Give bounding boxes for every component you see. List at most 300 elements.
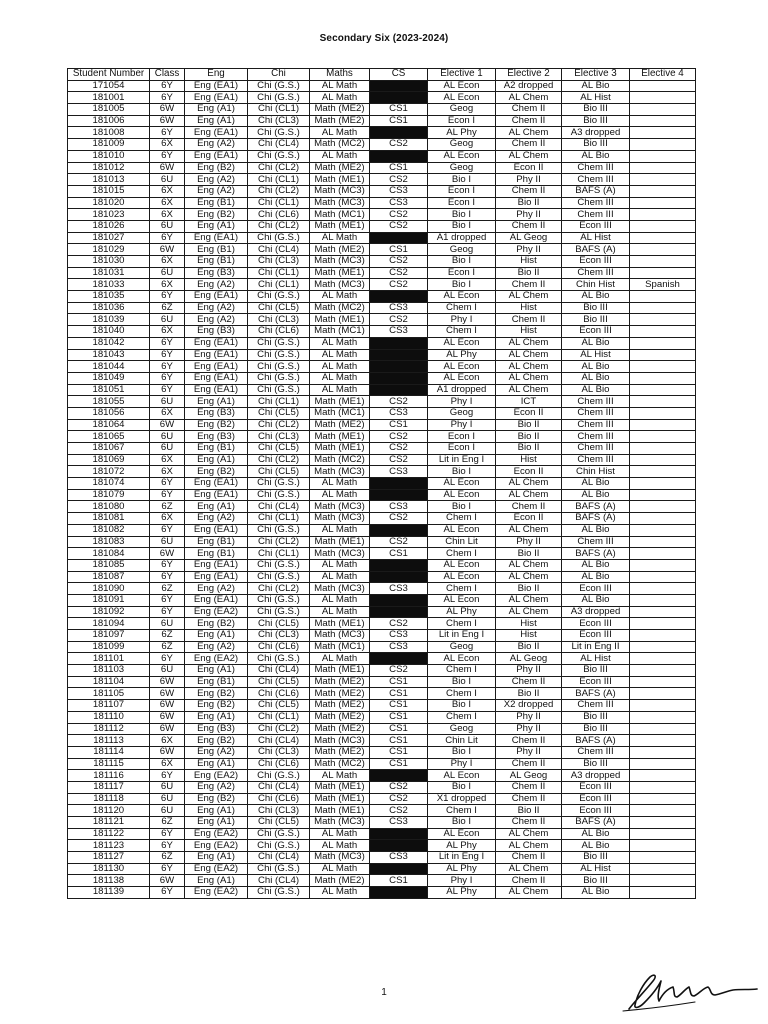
table-cell: Geog	[428, 244, 496, 256]
table-row	[68, 139, 696, 151]
table-cell: CS2	[370, 454, 428, 466]
table-cell: 6W	[150, 711, 185, 723]
table-cell	[630, 781, 696, 793]
table-cell: Chem III	[562, 419, 630, 431]
table-cell: 6U	[150, 220, 185, 232]
table-cell: Bio I	[428, 700, 496, 712]
table-cell: AL Chem	[496, 478, 562, 490]
table-cell: Eng (B3)	[185, 407, 248, 419]
table-cell: Phy II	[496, 665, 562, 677]
table-cell: AL Econ	[428, 489, 496, 501]
table-cell: Econ I	[428, 267, 496, 279]
table-cell: Bio II	[496, 267, 562, 279]
table-cell: Bio III	[562, 139, 630, 151]
table-cell: Chi (CL6)	[248, 641, 310, 653]
table-row	[68, 478, 696, 490]
table-cell: 181094	[68, 618, 150, 630]
table-cell: Phy II	[496, 711, 562, 723]
table-cell	[630, 185, 696, 197]
table-cell: 181005	[68, 104, 150, 116]
table-row	[68, 840, 696, 852]
table-cell: Eng (A1)	[185, 817, 248, 829]
table-cell: Lit in Eng I	[428, 630, 496, 642]
table-cell: 181122	[68, 828, 150, 840]
table-cell: Chi (G.S.)	[248, 887, 310, 899]
table-cell: Eng (EA2)	[185, 770, 248, 782]
table-cell: Chem I	[428, 805, 496, 817]
table-cell: AL Chem	[496, 840, 562, 852]
table-cell: Hist	[496, 630, 562, 642]
table-cell: Phy I	[428, 758, 496, 770]
table-cell: 181036	[68, 302, 150, 314]
table-cell: Eng (A2)	[185, 746, 248, 758]
table-cell: 181116	[68, 770, 150, 782]
table-row	[68, 770, 696, 782]
table-cell: Chi (CL3)	[248, 746, 310, 758]
table-cell: Chi (CL1)	[248, 267, 310, 279]
table-cell: Bio I	[428, 256, 496, 268]
table-cell: Chi (G.S.)	[248, 349, 310, 361]
table-cell: 181035	[68, 291, 150, 303]
table-cell: Phy II	[496, 244, 562, 256]
table-cell: CS3	[370, 583, 428, 595]
table-cell: AL Math	[310, 489, 370, 501]
table-cell	[630, 478, 696, 490]
table-cell: AL Math	[310, 80, 370, 92]
table-cell: Chem III	[562, 209, 630, 221]
table-cell: Bio I	[428, 220, 496, 232]
redacted-cell	[370, 291, 428, 303]
table-cell	[630, 80, 696, 92]
table-cell: 6W	[150, 419, 185, 431]
table-cell: Math (MC3)	[310, 548, 370, 560]
table-row	[68, 267, 696, 279]
table-cell: Bio III	[562, 665, 630, 677]
table-cell: AL Econ	[428, 291, 496, 303]
table-cell: Econ III	[562, 256, 630, 268]
table-cell: 181064	[68, 419, 150, 431]
table-cell: Bio II	[496, 197, 562, 209]
table-cell: Bio II	[496, 805, 562, 817]
table-cell: AL Econ	[428, 828, 496, 840]
table-cell: A3 dropped	[562, 127, 630, 139]
table-cell	[630, 174, 696, 186]
table-cell: CS1	[370, 746, 428, 758]
table-cell: Bio II	[496, 443, 562, 455]
redacted-cell	[370, 524, 428, 536]
table-cell: Chi (CL3)	[248, 314, 310, 326]
table-cell: 6W	[150, 746, 185, 758]
table-cell: AL Bio	[562, 361, 630, 373]
table-cell: Econ III	[562, 630, 630, 642]
table-row	[68, 419, 696, 431]
table-cell: 6W	[150, 244, 185, 256]
table-cell: AL Math	[310, 150, 370, 162]
table-cell: Geog	[428, 139, 496, 151]
table-cell: Chi (CL4)	[248, 852, 310, 864]
table-cell: CS3	[370, 817, 428, 829]
table-cell: CS2	[370, 536, 428, 548]
table-cell: Chem III	[562, 746, 630, 758]
table-cell: CS2	[370, 793, 428, 805]
table-cell: AL Bio	[562, 828, 630, 840]
table-cell: Eng (EA1)	[185, 559, 248, 571]
table-cell: Math (MC1)	[310, 326, 370, 338]
table-cell: Math (MC2)	[310, 139, 370, 151]
table-cell: AL Math	[310, 887, 370, 899]
table-cell: Chi (CL1)	[248, 104, 310, 116]
table-cell: Eng (B1)	[185, 536, 248, 548]
table-cell: 6X	[150, 185, 185, 197]
table-cell: Bio III	[562, 302, 630, 314]
table-cell: Bio II	[496, 641, 562, 653]
table-cell: AL Chem	[496, 559, 562, 571]
table-cell: Geog	[428, 641, 496, 653]
table-cell: Eng (EA1)	[185, 524, 248, 536]
table-cell: Eng (B2)	[185, 618, 248, 630]
table-cell: 181040	[68, 326, 150, 338]
table-cell	[630, 723, 696, 735]
table-cell: 6Z	[150, 501, 185, 513]
table-cell	[630, 127, 696, 139]
table-cell: 181104	[68, 676, 150, 688]
redacted-cell	[370, 80, 428, 92]
table-cell: Math (MC3)	[310, 852, 370, 864]
table-cell: Chem I	[428, 548, 496, 560]
table-cell: Math (ME1)	[310, 314, 370, 326]
table-cell: Bio III	[562, 104, 630, 116]
table-cell: Chi (G.S.)	[248, 232, 310, 244]
table-cell: Math (ME2)	[310, 419, 370, 431]
table-cell: Lit in Eng II	[562, 641, 630, 653]
table-row	[68, 209, 696, 221]
table-cell: Eng (EA1)	[185, 571, 248, 583]
table-cell: Bio III	[562, 723, 630, 735]
table-cell: Eng (B2)	[185, 466, 248, 478]
table-cell: CS1	[370, 700, 428, 712]
table-cell: AL Chem	[496, 361, 562, 373]
table-cell: 6Y	[150, 92, 185, 104]
redacted-cell	[370, 840, 428, 852]
table-cell: Chi (CL2)	[248, 536, 310, 548]
table-cell: Math (MC1)	[310, 407, 370, 419]
table-cell: 181043	[68, 349, 150, 361]
table-cell: Chi (CL5)	[248, 407, 310, 419]
table-cell: Chi (CL5)	[248, 466, 310, 478]
table-cell: CS1	[370, 711, 428, 723]
table-cell: Phy II	[496, 746, 562, 758]
table-cell: 181010	[68, 150, 150, 162]
table-cell: CS2	[370, 781, 428, 793]
table-cell: 6Y	[150, 150, 185, 162]
table-row	[68, 92, 696, 104]
table-cell: CS2	[370, 256, 428, 268]
table-cell: AL Math	[310, 828, 370, 840]
table-row	[68, 197, 696, 209]
table-cell: Chem II	[496, 279, 562, 291]
table-row	[68, 571, 696, 583]
table-cell	[630, 384, 696, 396]
table-cell: Chi (CL4)	[248, 501, 310, 513]
table-cell: Econ I	[428, 443, 496, 455]
table-row	[68, 793, 696, 805]
table-cell: Math (MC3)	[310, 735, 370, 747]
table-cell: Chem III	[562, 162, 630, 174]
table-cell: BAFS (A)	[562, 501, 630, 513]
table-cell: Eng (A1)	[185, 220, 248, 232]
table-cell: Math (MC3)	[310, 583, 370, 595]
table-cell: 6X	[150, 735, 185, 747]
table-cell	[630, 349, 696, 361]
table-cell: AL Chem	[496, 524, 562, 536]
table-row	[68, 407, 696, 419]
table-cell: AL Chem	[496, 606, 562, 618]
table-cell: Chi (G.S.)	[248, 291, 310, 303]
table-cell: 6W	[150, 162, 185, 174]
table-cell: Chem II	[496, 139, 562, 151]
table-cell: Phy II	[496, 209, 562, 221]
table-row	[68, 174, 696, 186]
table-cell: Bio I	[428, 746, 496, 758]
table-cell	[630, 197, 696, 209]
table-cell: AL Phy	[428, 127, 496, 139]
table-body	[68, 80, 696, 898]
table-cell: 6Z	[150, 817, 185, 829]
table-cell: AL Math	[310, 478, 370, 490]
table-cell: Eng (A1)	[185, 115, 248, 127]
table-cell: Math (ME1)	[310, 220, 370, 232]
table-row	[68, 524, 696, 536]
table-cell: CS1	[370, 104, 428, 116]
table-cell	[630, 150, 696, 162]
table-cell: Bio III	[562, 711, 630, 723]
table-header	[68, 69, 696, 81]
table-row	[68, 618, 696, 630]
table-cell: 181065	[68, 431, 150, 443]
table-cell: Math (ME1)	[310, 805, 370, 817]
table-row	[68, 314, 696, 326]
table-cell: Eng (A1)	[185, 501, 248, 513]
table-cell: A3 dropped	[562, 606, 630, 618]
table-cell: Phy I	[428, 396, 496, 408]
table-cell: Chem III	[562, 396, 630, 408]
table-cell: Math (MC3)	[310, 279, 370, 291]
table-cell: Eng (B2)	[185, 735, 248, 747]
table-cell: 6Y	[150, 361, 185, 373]
table-cell: CS1	[370, 723, 428, 735]
table-cell: Math (MC3)	[310, 466, 370, 478]
table-cell: Eng (EA1)	[185, 384, 248, 396]
table-cell: Chi (CL1)	[248, 548, 310, 560]
table-row	[68, 583, 696, 595]
table-cell: 6U	[150, 805, 185, 817]
table-cell: AL Math	[310, 653, 370, 665]
table-cell: Chi (G.S.)	[248, 524, 310, 536]
table-cell: 181042	[68, 337, 150, 349]
table-cell: CS2	[370, 396, 428, 408]
table-cell: BAFS (A)	[562, 735, 630, 747]
table-cell: Chi (CL5)	[248, 302, 310, 314]
table-cell: Econ III	[562, 220, 630, 232]
table-cell: Chi (CL1)	[248, 711, 310, 723]
table-cell	[630, 104, 696, 116]
table-row	[68, 852, 696, 864]
table-cell: AL Phy	[428, 606, 496, 618]
redacted-cell	[370, 828, 428, 840]
table-cell: Chem I	[428, 326, 496, 338]
table-cell: Chem II	[496, 185, 562, 197]
table-cell: 6U	[150, 267, 185, 279]
table-cell	[630, 676, 696, 688]
table-cell: AL Econ	[428, 372, 496, 384]
table-cell: Math (ME1)	[310, 781, 370, 793]
table-cell: Hist	[496, 326, 562, 338]
table-cell: AL Hist	[562, 92, 630, 104]
table-cell: AL Math	[310, 127, 370, 139]
page-number: 1	[381, 987, 387, 998]
table-cell: AL Econ	[428, 524, 496, 536]
table-cell: Eng (B2)	[185, 688, 248, 700]
table-cell: AL Bio	[562, 372, 630, 384]
table-cell: AL Chem	[496, 489, 562, 501]
table-cell: Eng (B2)	[185, 162, 248, 174]
table-cell: CS1	[370, 548, 428, 560]
table-cell	[630, 630, 696, 642]
table-cell	[630, 244, 696, 256]
table-cell: Chi (G.S.)	[248, 559, 310, 571]
table-cell: 6Y	[150, 594, 185, 606]
table-row	[68, 887, 696, 899]
table-cell: Bio I	[428, 279, 496, 291]
table-cell	[630, 291, 696, 303]
table-cell: Chi (CL2)	[248, 162, 310, 174]
table-cell: 181001	[68, 92, 150, 104]
table-cell: 6Y	[150, 559, 185, 571]
table-cell: Chi (G.S.)	[248, 594, 310, 606]
table-cell	[630, 209, 696, 221]
table-cell: 181123	[68, 840, 150, 852]
table-cell: 181084	[68, 548, 150, 560]
table-cell: Eng (EA2)	[185, 840, 248, 852]
table-cell: Math (ME1)	[310, 267, 370, 279]
table-cell: AL Econ	[428, 559, 496, 571]
table-cell: 6Z	[150, 852, 185, 864]
table-cell: 181139	[68, 887, 150, 899]
table-cell: AL Phy	[428, 863, 496, 875]
table-cell: 6X	[150, 513, 185, 525]
table-cell: 181044	[68, 361, 150, 373]
table-cell: Bio II	[496, 688, 562, 700]
table-cell: AL Econ	[428, 770, 496, 782]
table-cell: 181013	[68, 174, 150, 186]
table-cell: Chin Lit	[428, 735, 496, 747]
table-cell	[630, 711, 696, 723]
table-cell: AL Chem	[496, 828, 562, 840]
table-cell: 6Y	[150, 232, 185, 244]
table-cell: CS1	[370, 735, 428, 747]
table-cell: Eng (A1)	[185, 396, 248, 408]
table-cell: Chi (G.S.)	[248, 770, 310, 782]
table-cell: Chem I	[428, 513, 496, 525]
table-row	[68, 665, 696, 677]
table-cell: Chi (CL1)	[248, 513, 310, 525]
table-cell: Geog	[428, 723, 496, 735]
table-cell: Math (ME1)	[310, 793, 370, 805]
table-cell: 6W	[150, 688, 185, 700]
table-cell: CS3	[370, 466, 428, 478]
table-cell: Eng (A1)	[185, 711, 248, 723]
redacted-cell	[370, 653, 428, 665]
table-cell: 6W	[150, 115, 185, 127]
table-cell: Bio III	[562, 875, 630, 887]
redacted-cell	[370, 150, 428, 162]
table-cell: Eng (EA1)	[185, 361, 248, 373]
table-cell: AL Econ	[428, 594, 496, 606]
table-cell: Eng (B2)	[185, 793, 248, 805]
table-cell: 181110	[68, 711, 150, 723]
table-cell: AL Econ	[428, 571, 496, 583]
table-cell: AL Chem	[496, 372, 562, 384]
table-row	[68, 875, 696, 887]
table-row	[68, 828, 696, 840]
table-cell: Eng (EA2)	[185, 653, 248, 665]
table-cell	[630, 665, 696, 677]
table-cell: Chem II	[496, 115, 562, 127]
table-cell: Eng (EA1)	[185, 372, 248, 384]
table-cell: Chem I	[428, 711, 496, 723]
table-row	[68, 594, 696, 606]
subject-allocation-table	[67, 68, 696, 899]
table-row	[68, 641, 696, 653]
table-cell: Econ III	[562, 676, 630, 688]
table-cell	[630, 735, 696, 747]
table-cell: 181023	[68, 209, 150, 221]
table-cell: AL Bio	[562, 489, 630, 501]
table-cell: Eng (B2)	[185, 209, 248, 221]
table-cell: AL Bio	[562, 478, 630, 490]
table-cell: 181009	[68, 139, 150, 151]
redacted-cell	[370, 92, 428, 104]
table-cell	[630, 419, 696, 431]
table-cell: Eng (A2)	[185, 513, 248, 525]
redacted-cell	[370, 127, 428, 139]
table-row	[68, 185, 696, 197]
table-cell: Chi (G.S.)	[248, 828, 310, 840]
table-cell: 6U	[150, 781, 185, 793]
table-cell: Chi (CL4)	[248, 665, 310, 677]
table-cell: AL Bio	[562, 887, 630, 899]
table-cell: Chi (CL4)	[248, 781, 310, 793]
table-cell: AL Math	[310, 594, 370, 606]
table-cell: Bio I	[428, 501, 496, 513]
table-cell: Eng (EA1)	[185, 594, 248, 606]
table-cell: CS3	[370, 630, 428, 642]
table-cell: 6U	[150, 618, 185, 630]
table-row	[68, 735, 696, 747]
table-cell: 181069	[68, 454, 150, 466]
table-cell: Lit in Eng I	[428, 852, 496, 864]
table-cell: Bio II	[496, 431, 562, 443]
table-cell: Econ III	[562, 805, 630, 817]
table-cell: 6W	[150, 548, 185, 560]
table-cell: 6X	[150, 139, 185, 151]
table-cell: AL Geog	[496, 653, 562, 665]
table-cell	[630, 372, 696, 384]
table-cell: 6Y	[150, 349, 185, 361]
table-cell: 6Y	[150, 372, 185, 384]
table-cell: AL Phy	[428, 887, 496, 899]
table-cell: Math (ME1)	[310, 174, 370, 186]
